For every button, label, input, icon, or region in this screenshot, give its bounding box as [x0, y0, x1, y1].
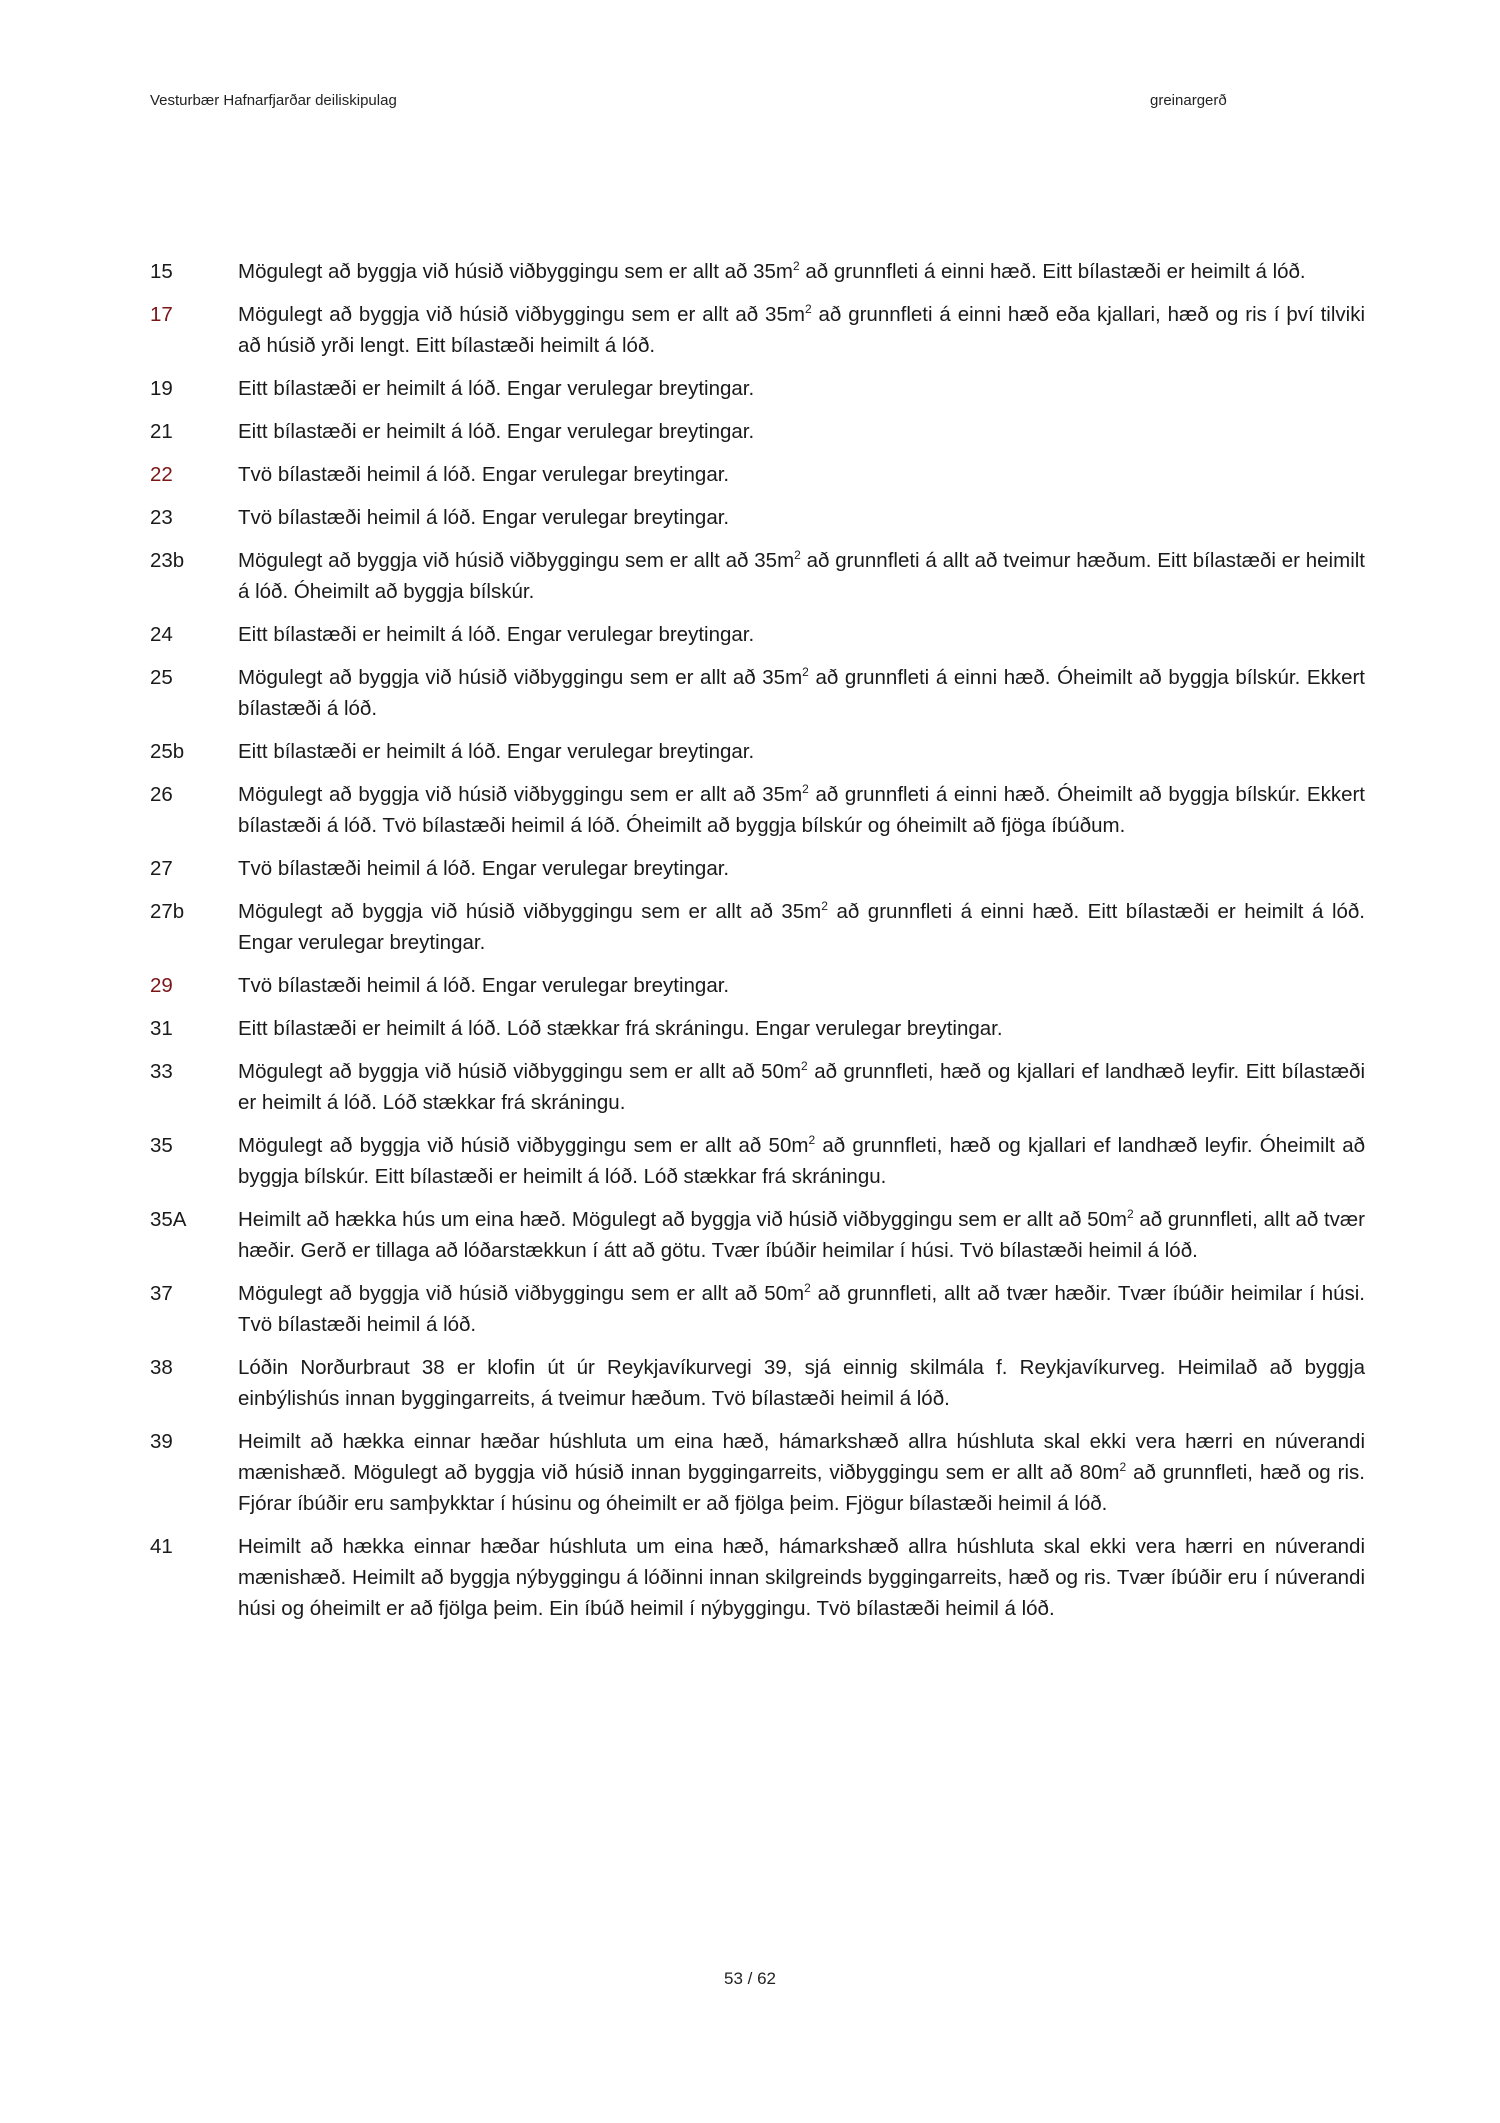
- list-item: [150, 736, 1365, 767]
- description-text: Mögulegt að byggja við húsið viðbyggingu sem er allt að: [238, 666, 763, 689]
- area-superscript: 2: [804, 1281, 811, 1295]
- lot-number: 39: [150, 1430, 173, 1453]
- list-item: [150, 1426, 1365, 1519]
- area-superscript: 2: [1119, 1460, 1127, 1474]
- lot-description: Eitt bílastæði er heimilt á lóð. Engar verulegar breytingar.: [238, 420, 755, 443]
- list-item: [150, 853, 1365, 884]
- lot-number: 26: [150, 783, 173, 806]
- list-item: [150, 502, 1365, 533]
- lot-number: 37: [150, 1282, 173, 1305]
- description-text: að grunnfleti, hæð og kjallari ef landhæð leyfir. Óheimilt að byggja bílskúr. Eitt bílastæði er heimilt á lóð. Lóð stækkar frá skráningu.: [238, 1134, 1366, 1188]
- lot-number: 25: [150, 666, 173, 689]
- description-text: Mögulegt að byggja við húsið viðbyggingu sem er allt að: [238, 1282, 765, 1305]
- area-superscript: 2: [1126, 1207, 1134, 1221]
- document-section: greinargerð: [1150, 92, 1227, 109]
- area-superscript: 2: [821, 899, 828, 913]
- lot-description: Heimilt að hækka einnar hæðar húshluta um eina hæð, hámarkshæð allra húshluta skal ekki vera hærri en núverandi mænishæð. Heimilt að byggja nýbyggingu á lóðinni innan skilgreinds byggingarreits, hæð og ris. Tvær íbúðir eru í núverandi húsi og óheimilt er að fjölga þeim. Ein íbúð heimil í nýbyggingu. Tvö bílastæði heimil á lóð.: [238, 1535, 1365, 1620]
- area-value: 35m: [753, 260, 793, 283]
- list-item: [150, 459, 1365, 490]
- list-item: [150, 970, 1365, 1001]
- lot-number: 22: [150, 463, 173, 486]
- lot-description: [238, 256, 1365, 287]
- lot-description: [238, 896, 1365, 958]
- lot-description: Eitt bílastæði er heimilt á lóð. Engar verulegar breytingar.: [238, 623, 755, 646]
- area-superscript: 2: [802, 782, 809, 796]
- list-item: [150, 1204, 1365, 1266]
- description-text: Mögulegt að byggja við húsið viðbyggingu sem er allt að: [238, 549, 755, 572]
- page-number: 53 / 62: [724, 1969, 776, 1988]
- lot-number: 38: [150, 1356, 173, 1379]
- list-item: [150, 416, 1365, 447]
- description-text: Heimilt að hækka einnar hæðar húshluta um eina hæð, hámarkshæð allra húshluta skal ekki vera hærri en núverandi mænishæð. Mögulegt að byggja við húsið innan byggingarreits, viðbyggingu sem er allt að: [238, 1430, 1365, 1484]
- description-text: Mögulegt að byggja við húsið viðbyggingu sem er allt að: [238, 260, 754, 283]
- lot-description: [238, 299, 1365, 361]
- lot-number: 24: [150, 623, 173, 646]
- lot-description: [238, 662, 1365, 724]
- lot-number: 19: [150, 377, 173, 400]
- description-text: að grunnfleti á einni hæð eða kjallari, hæð og ris í því tilviki að húsið yrði lengt. Eitt bílastæði heimilt á lóð.: [238, 303, 1365, 357]
- area-value: 50m: [761, 1060, 802, 1083]
- list-item: [150, 1352, 1365, 1414]
- lot-description: Lóðin Norðurbraut 38 er klofin út úr Reykjavíkurvegi 39, sjá einnig skilmála f. Reykjavíkurveg. Heimilað að byggja einbýlishús innan byggingarreits, á tveimur hæðum. Tvö bílastæði heimil á lóð.: [238, 1356, 1365, 1410]
- lot-number: 41: [150, 1535, 173, 1558]
- lot-description: [238, 1056, 1365, 1118]
- lot-description: [238, 1278, 1365, 1340]
- lot-number: 33: [150, 1060, 173, 1083]
- lot-number: 27b: [150, 900, 185, 923]
- lot-description: Tvö bílastæði heimil á lóð. Engar verulegar breytingar.: [238, 974, 730, 997]
- description-text: Mögulegt að byggja við húsið viðbyggingu sem er allt að: [238, 1060, 762, 1083]
- description-text: að grunnfleti á allt að tveimur hæðum. Eitt bílastæði er heimilt á lóð. Óheimilt að byggja bílskúr.: [238, 549, 1365, 603]
- lot-description: [238, 1204, 1365, 1266]
- lot-description: [238, 779, 1365, 841]
- description-text: að grunnfleti, hæð og ris. Fjórar íbúðir eru samþykktar í húsinu og óheimilt er að fjölga þeim. Fjögur bílastæði heimil á lóð.: [238, 1461, 1366, 1515]
- description-text: að grunnfleti á einni hæð. Eitt bílastæði er heimilt á lóð.: [799, 260, 1306, 283]
- area-value: 35m: [762, 783, 803, 806]
- description-text: Mögulegt að byggja við húsið viðbyggingu sem er allt að: [238, 1134, 769, 1157]
- description-text: að grunnfleti á einni hæð. Óheimilt að byggja bílskúr. Ekkert bílastæði á lóð.: [238, 666, 1366, 720]
- lot-description: Tvö bílastæði heimil á lóð. Engar verulegar breytingar.: [238, 463, 730, 486]
- lot-description: [238, 1426, 1365, 1519]
- lot-description: [238, 1130, 1365, 1192]
- description-text: að grunnfleti á einni hæð. Eitt bílastæði er heimilt á lóð. Engar verulegar breytingar.: [238, 900, 1365, 954]
- list-item: [150, 1130, 1365, 1192]
- lot-description: Eitt bílastæði er heimilt á lóð. Engar verulegar breytingar.: [238, 740, 755, 763]
- list-item: [150, 619, 1365, 650]
- area-value: 35m: [781, 900, 822, 923]
- list-item: [150, 1013, 1365, 1044]
- description-text: að grunnfleti, allt að tvær hæðir. Gerð er tillaga að lóðarstækkun í átt að götu. Tvær íbúðir heimilar í húsi. Tvö bílastæði heimil á lóð.: [238, 1208, 1365, 1262]
- list-item: [150, 373, 1365, 404]
- list-item: [150, 896, 1365, 958]
- area-value: 80m: [1079, 1461, 1120, 1484]
- list-item: [150, 299, 1365, 361]
- lot-number: 31: [150, 1017, 173, 1040]
- lot-description: [238, 545, 1365, 607]
- list-item: [150, 545, 1365, 607]
- description-text: að grunnfleti, allt að tvær hæðir. Tvær íbúðir heimilar í húsi. Tvö bílastæði heimil á lóð.: [238, 1282, 1366, 1336]
- area-value: 35m: [754, 549, 795, 572]
- area-value: 35m: [762, 666, 803, 689]
- lot-description: Eitt bílastæði er heimilt á lóð. Lóð stækkar frá skráningu. Engar verulegar breytingar.: [238, 1017, 1003, 1040]
- list-item: [150, 1278, 1365, 1340]
- lot-number: 25b: [150, 740, 185, 763]
- lot-description: Tvö bílastæði heimil á lóð. Engar verulegar breytingar.: [238, 857, 730, 880]
- area-value: 50m: [764, 1282, 805, 1305]
- description-text: Mögulegt að byggja við húsið viðbyggingu sem er allt að: [238, 303, 766, 326]
- area-superscript: 2: [792, 259, 800, 273]
- page-header: [150, 92, 1250, 112]
- area-superscript: 2: [794, 548, 801, 562]
- lot-description: Tvö bílastæði heimil á lóð. Engar verulegar breytingar.: [238, 506, 730, 529]
- lot-number: 29: [150, 974, 173, 997]
- document-title: Vesturbær Hafnarfjarðar deiliskipulag: [150, 92, 397, 109]
- list-item: [150, 1531, 1365, 1624]
- list-item: [150, 1056, 1365, 1118]
- area-superscript: 2: [801, 1059, 808, 1073]
- area-superscript: 2: [804, 302, 812, 316]
- lot-number: 17: [150, 303, 173, 326]
- lot-number: 21: [150, 420, 173, 443]
- area-value: 35m: [765, 303, 805, 326]
- description-text: að grunnfleti, hæð og kjallari ef landhæð leyfir. Eitt bílastæði er heimilt á lóð. Lóð stækkar frá skráningu.: [238, 1060, 1366, 1114]
- lot-number: 15: [150, 260, 173, 283]
- lot-number: 27: [150, 857, 173, 880]
- description-text: Heimilt að hækka hús um eina hæð. Mögulegt að byggja við húsið viðbyggingu sem er allt að: [238, 1208, 1088, 1231]
- area-superscript: 2: [808, 1133, 816, 1147]
- area-value: 50m: [768, 1134, 809, 1157]
- area-superscript: 2: [802, 665, 809, 679]
- area-value: 50m: [1087, 1208, 1127, 1231]
- lot-terms-list: [150, 256, 1365, 1636]
- description-text: Mögulegt að byggja við húsið viðbyggingu sem er allt að: [238, 900, 782, 923]
- list-item: [150, 662, 1365, 724]
- description-text: að grunnfleti á einni hæð. Óheimilt að byggja bílskúr. Ekkert bílastæði á lóð. Tvö bílastæði heimil á lóð. Óheimilt að byggja bílskúr og óheimilt að fjöga íbúðum.: [238, 783, 1366, 837]
- description-text: Mögulegt að byggja við húsið viðbyggingu sem er allt að: [238, 783, 763, 806]
- lot-number: 35A: [150, 1208, 187, 1231]
- lot-number: 23: [150, 506, 173, 529]
- lot-number: 35: [150, 1134, 173, 1157]
- lot-description: Eitt bílastæði er heimilt á lóð. Engar verulegar breytingar.: [238, 377, 755, 400]
- lot-number: 23b: [150, 549, 185, 572]
- list-item: [150, 779, 1365, 841]
- list-item: [150, 256, 1365, 287]
